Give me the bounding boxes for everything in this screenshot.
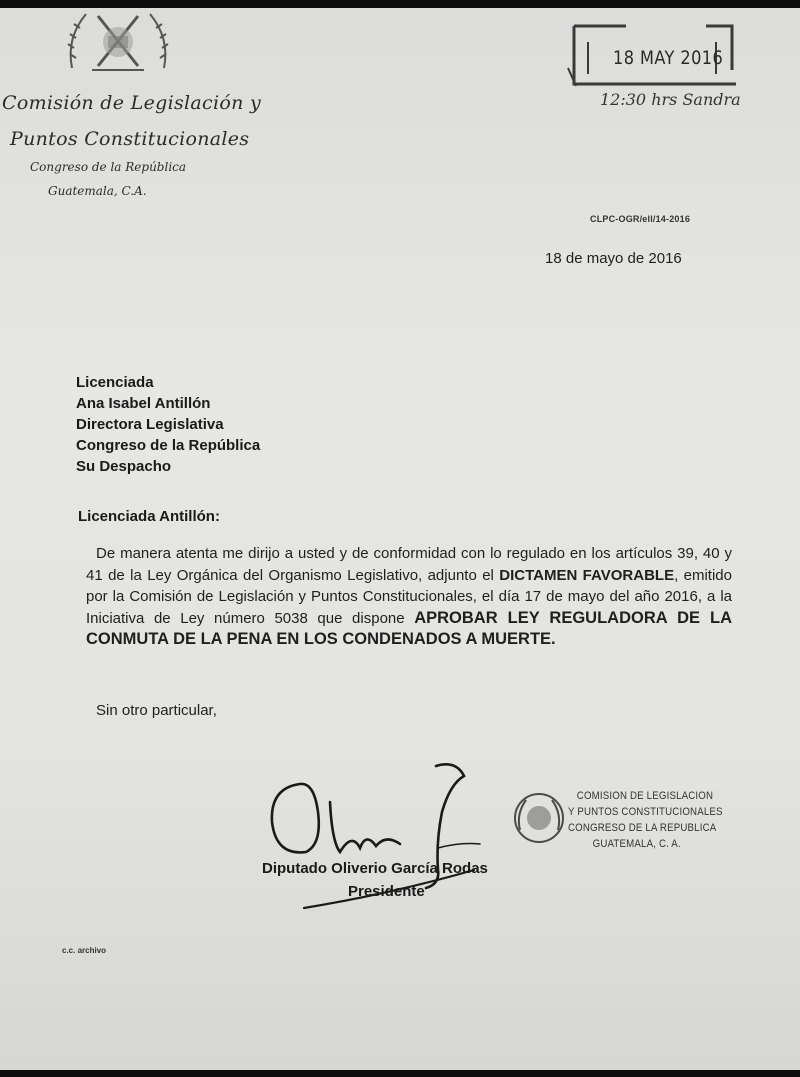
letter-body bbox=[86, 543, 732, 651]
seal-line-3: CONGRESO DE LA REPUBLICA bbox=[568, 822, 717, 834]
copy-note: c.c. archivo bbox=[62, 946, 107, 955]
letter-date: 18 de mayo de 2016 bbox=[545, 250, 682, 267]
seal-text bbox=[568, 788, 723, 852]
stamp-date: 18 MAY 2016 bbox=[613, 47, 724, 69]
body-text-1: De manera atenta me dirijo a usted y de conformidad con lo regulado en los artículos 39, 40 y 41 de la Ley Orgánica del Organismo Legislativo, adjunto el bbox=[86, 545, 732, 584]
recipient-title: Licenciada bbox=[76, 374, 154, 391]
recipient-block bbox=[76, 372, 260, 477]
signer-title: Presidente bbox=[348, 883, 425, 900]
letterhead-congress: Congreso de la República bbox=[30, 160, 187, 174]
coat-of-arms-icon bbox=[62, 8, 174, 78]
recipient-name: Ana Isabel Antillón bbox=[76, 395, 211, 412]
recipient-organization: Congreso de la República bbox=[76, 437, 261, 454]
letterhead-commission-2: Puntos Constitucionales bbox=[10, 128, 250, 150]
body-highlight-law: APROBAR LEY REGULADORA DE LA CONMUTA DE LA PENA EN LOS CONDENADOS A MUERTE. bbox=[86, 608, 732, 648]
salutation: Licenciada Antillón: bbox=[78, 508, 220, 525]
photo-border-bottom bbox=[0, 1070, 800, 1077]
reference-number: CLPC-OGR/ell/14-2016 bbox=[590, 214, 691, 224]
seal-line-4: GUATEMALA, C. A. bbox=[592, 838, 681, 850]
recipient-position: Directora Legislativa bbox=[76, 416, 224, 433]
body-highlight-dictamen: DICTAMEN FAVORABLE bbox=[499, 566, 675, 584]
recipient-location: Su Despacho bbox=[76, 458, 172, 475]
seal-line-1: COMISION DE LEGISLACION bbox=[576, 790, 714, 802]
body-text-2: , emitido por la Comisión de Legislación y Puntos Constitucionales, el día 17 de mayo del año 2016, a la Iniciativa de Ley número 5038 que dispone bbox=[86, 566, 732, 627]
letterhead-country: Guatemala, C.A. bbox=[48, 184, 147, 198]
stamp-handwriting: 12:30 hrs Sandra bbox=[600, 90, 741, 109]
seal-line-2: Y PUNTOS CONSTITUCIONALES bbox=[568, 806, 723, 818]
official-seal-icon bbox=[510, 790, 568, 846]
photo-border-top bbox=[0, 0, 800, 8]
letter-page bbox=[0, 8, 800, 1070]
letterhead-commission: Comisión de Legislación y bbox=[2, 92, 261, 114]
closing: Sin otro particular, bbox=[96, 702, 217, 719]
signer-name: Diputado Oliverio García Rodas bbox=[262, 860, 488, 877]
